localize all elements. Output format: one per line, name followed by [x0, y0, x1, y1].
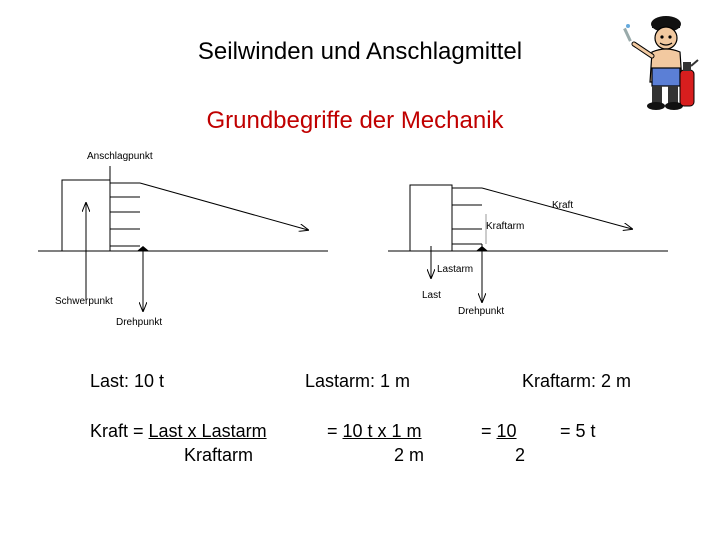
page-subtitle: Grundbegriffe der Mechanik: [206, 107, 504, 134]
label-center-of-gravity: Schwerpunkt: [55, 296, 113, 307]
label-force: Kraft: [552, 200, 574, 211]
formula-step1: [327, 421, 422, 442]
force-arrow: [140, 183, 308, 230]
load-block: [410, 185, 452, 251]
label-force-arm: Kraftarm: [486, 221, 525, 232]
formula-lhs: [90, 421, 267, 442]
formula-lhs-prefix: Kraft =: [90, 421, 149, 441]
formula-step2-numerator: 10: [496, 421, 517, 441]
value-force-arm: Kraftarm: 2 m: [522, 371, 632, 391]
label-load: Last: [422, 290, 441, 301]
upper-notch: [452, 188, 482, 205]
upper-notch: [110, 183, 140, 197]
formula-step2-prefix: =: [481, 421, 497, 441]
formula-lhs-denominator: Kraftarm: [184, 445, 254, 465]
label-pivot-right: Drehpunkt: [458, 306, 505, 317]
formula-step1-prefix: =: [327, 421, 343, 441]
pivot-marker: [137, 246, 149, 251]
page-title: Seilwinden und Anschlagmittel: [197, 38, 523, 65]
value-load-arm: Lastarm: 1 m: [305, 371, 411, 391]
left-lever-diagram: [38, 151, 328, 328]
lower-notch: [452, 229, 482, 244]
formula-result: = 5 t: [560, 421, 596, 441]
formula-lhs-numerator: Last x Lastarm: [148, 421, 267, 441]
formula-step1-numerator: 10 t x 1 m: [342, 421, 422, 441]
formula-step2: [481, 421, 517, 442]
label-pivot-left: Drehpunkt: [116, 317, 163, 328]
lower-notch: [110, 229, 140, 246]
formula-step1-denominator: 2 m: [394, 445, 425, 465]
label-load-arm: Lastarm: [437, 264, 474, 275]
value-load: Last: 10 t: [90, 371, 165, 391]
pivot-marker: [476, 246, 488, 251]
right-lever-diagram: [388, 185, 668, 317]
label-anchor-point: Anschlagpunkt: [87, 151, 153, 162]
formula-step2-denominator: 2: [515, 445, 526, 465]
